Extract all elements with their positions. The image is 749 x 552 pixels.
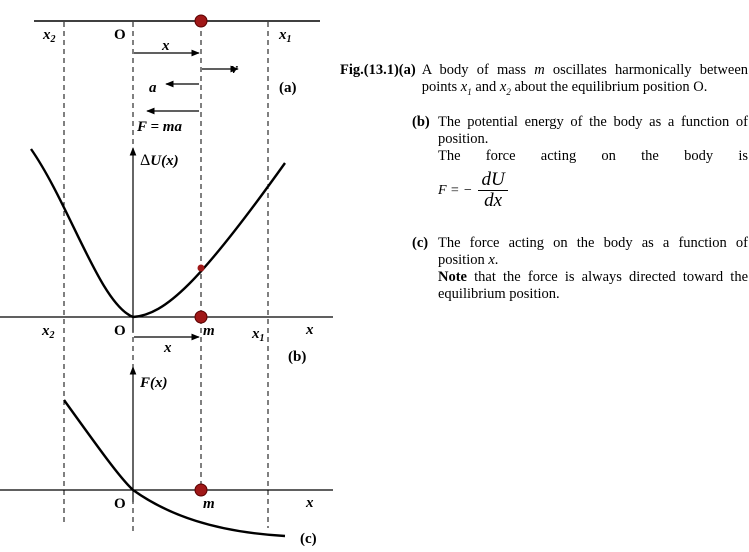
panel-b-origin-label: O	[114, 323, 126, 339]
panel-a-acceleration-label: a	[149, 80, 157, 96]
panel-b-curve-dot	[198, 265, 205, 272]
panel-a-x2-label: $x_2$	[43, 27, 56, 45]
panel-c-tag: (c)	[300, 531, 317, 547]
panel-c-mass-label: m	[203, 496, 215, 512]
panel-b-mass-label: m	[203, 323, 215, 339]
panel-a-displacement-label: x	[162, 38, 170, 54]
panel-b-x1-label: $x_1$	[252, 326, 265, 344]
force-curve	[64, 400, 285, 536]
potential-energy-curve	[31, 149, 285, 317]
panel-b-x-axis-label: x	[306, 322, 314, 338]
panel-b-x2-label: $x_2$	[42, 323, 55, 341]
caption-b-text: The potential energy of the body as a function of position.	[438, 113, 748, 147]
formula-fraction	[478, 170, 507, 211]
caption-a-text: A body of mass m oscillates harmonically between points $x_1$ and $x_2$ about the equilibrium position O.	[421, 62, 749, 97]
panel-c	[0, 367, 333, 547]
panel-c-mass-dot	[195, 484, 207, 496]
panel-b	[0, 148, 333, 365]
formula-numerator: dU	[478, 170, 507, 191]
panel-b-tag: (b)	[288, 349, 307, 365]
panel-a-tag: (a)	[279, 80, 297, 96]
panel-b-displacement-label: x	[164, 340, 172, 356]
panel-a-force-label: F = ma	[137, 119, 182, 135]
caption-c-text: The force acting on the body as a function of position x.	[438, 234, 748, 268]
panel-c-x-axis-label: x	[306, 495, 314, 511]
caption-part-a	[340, 62, 748, 101]
caption-b-tag: (b)	[412, 113, 430, 130]
formula-lhs: F = −	[438, 183, 473, 199]
panel-a-x1-label: $x_1$	[279, 27, 292, 45]
formula-denominator: dx	[484, 190, 503, 212]
caption-c-tag: (c)	[412, 234, 429, 251]
panel-b-y-label: ΔU(x)	[140, 152, 179, 169]
caption-figure-number: Fig.(13.1)(a)	[340, 62, 416, 78]
caption-note: Note that the force is always directed toward the equilibrium position.	[438, 268, 748, 302]
panel-a	[34, 15, 320, 135]
caption-part-c	[340, 235, 748, 303]
force-formula	[438, 167, 748, 215]
oscillation-figure	[0, 0, 335, 552]
caption-b-force-line: The force acting on the body is	[438, 147, 748, 164]
panel-a-velocity-label: v	[231, 61, 238, 77]
panel-c-y-label: F(x)	[140, 375, 168, 391]
panel-b-mass-dot	[195, 311, 207, 323]
figure-caption	[340, 62, 748, 303]
panel-a-mass-dot	[195, 15, 207, 27]
panel-c-origin-label: O	[114, 496, 126, 512]
caption-part-b	[340, 114, 748, 215]
panel-a-origin-label: O	[114, 27, 126, 43]
